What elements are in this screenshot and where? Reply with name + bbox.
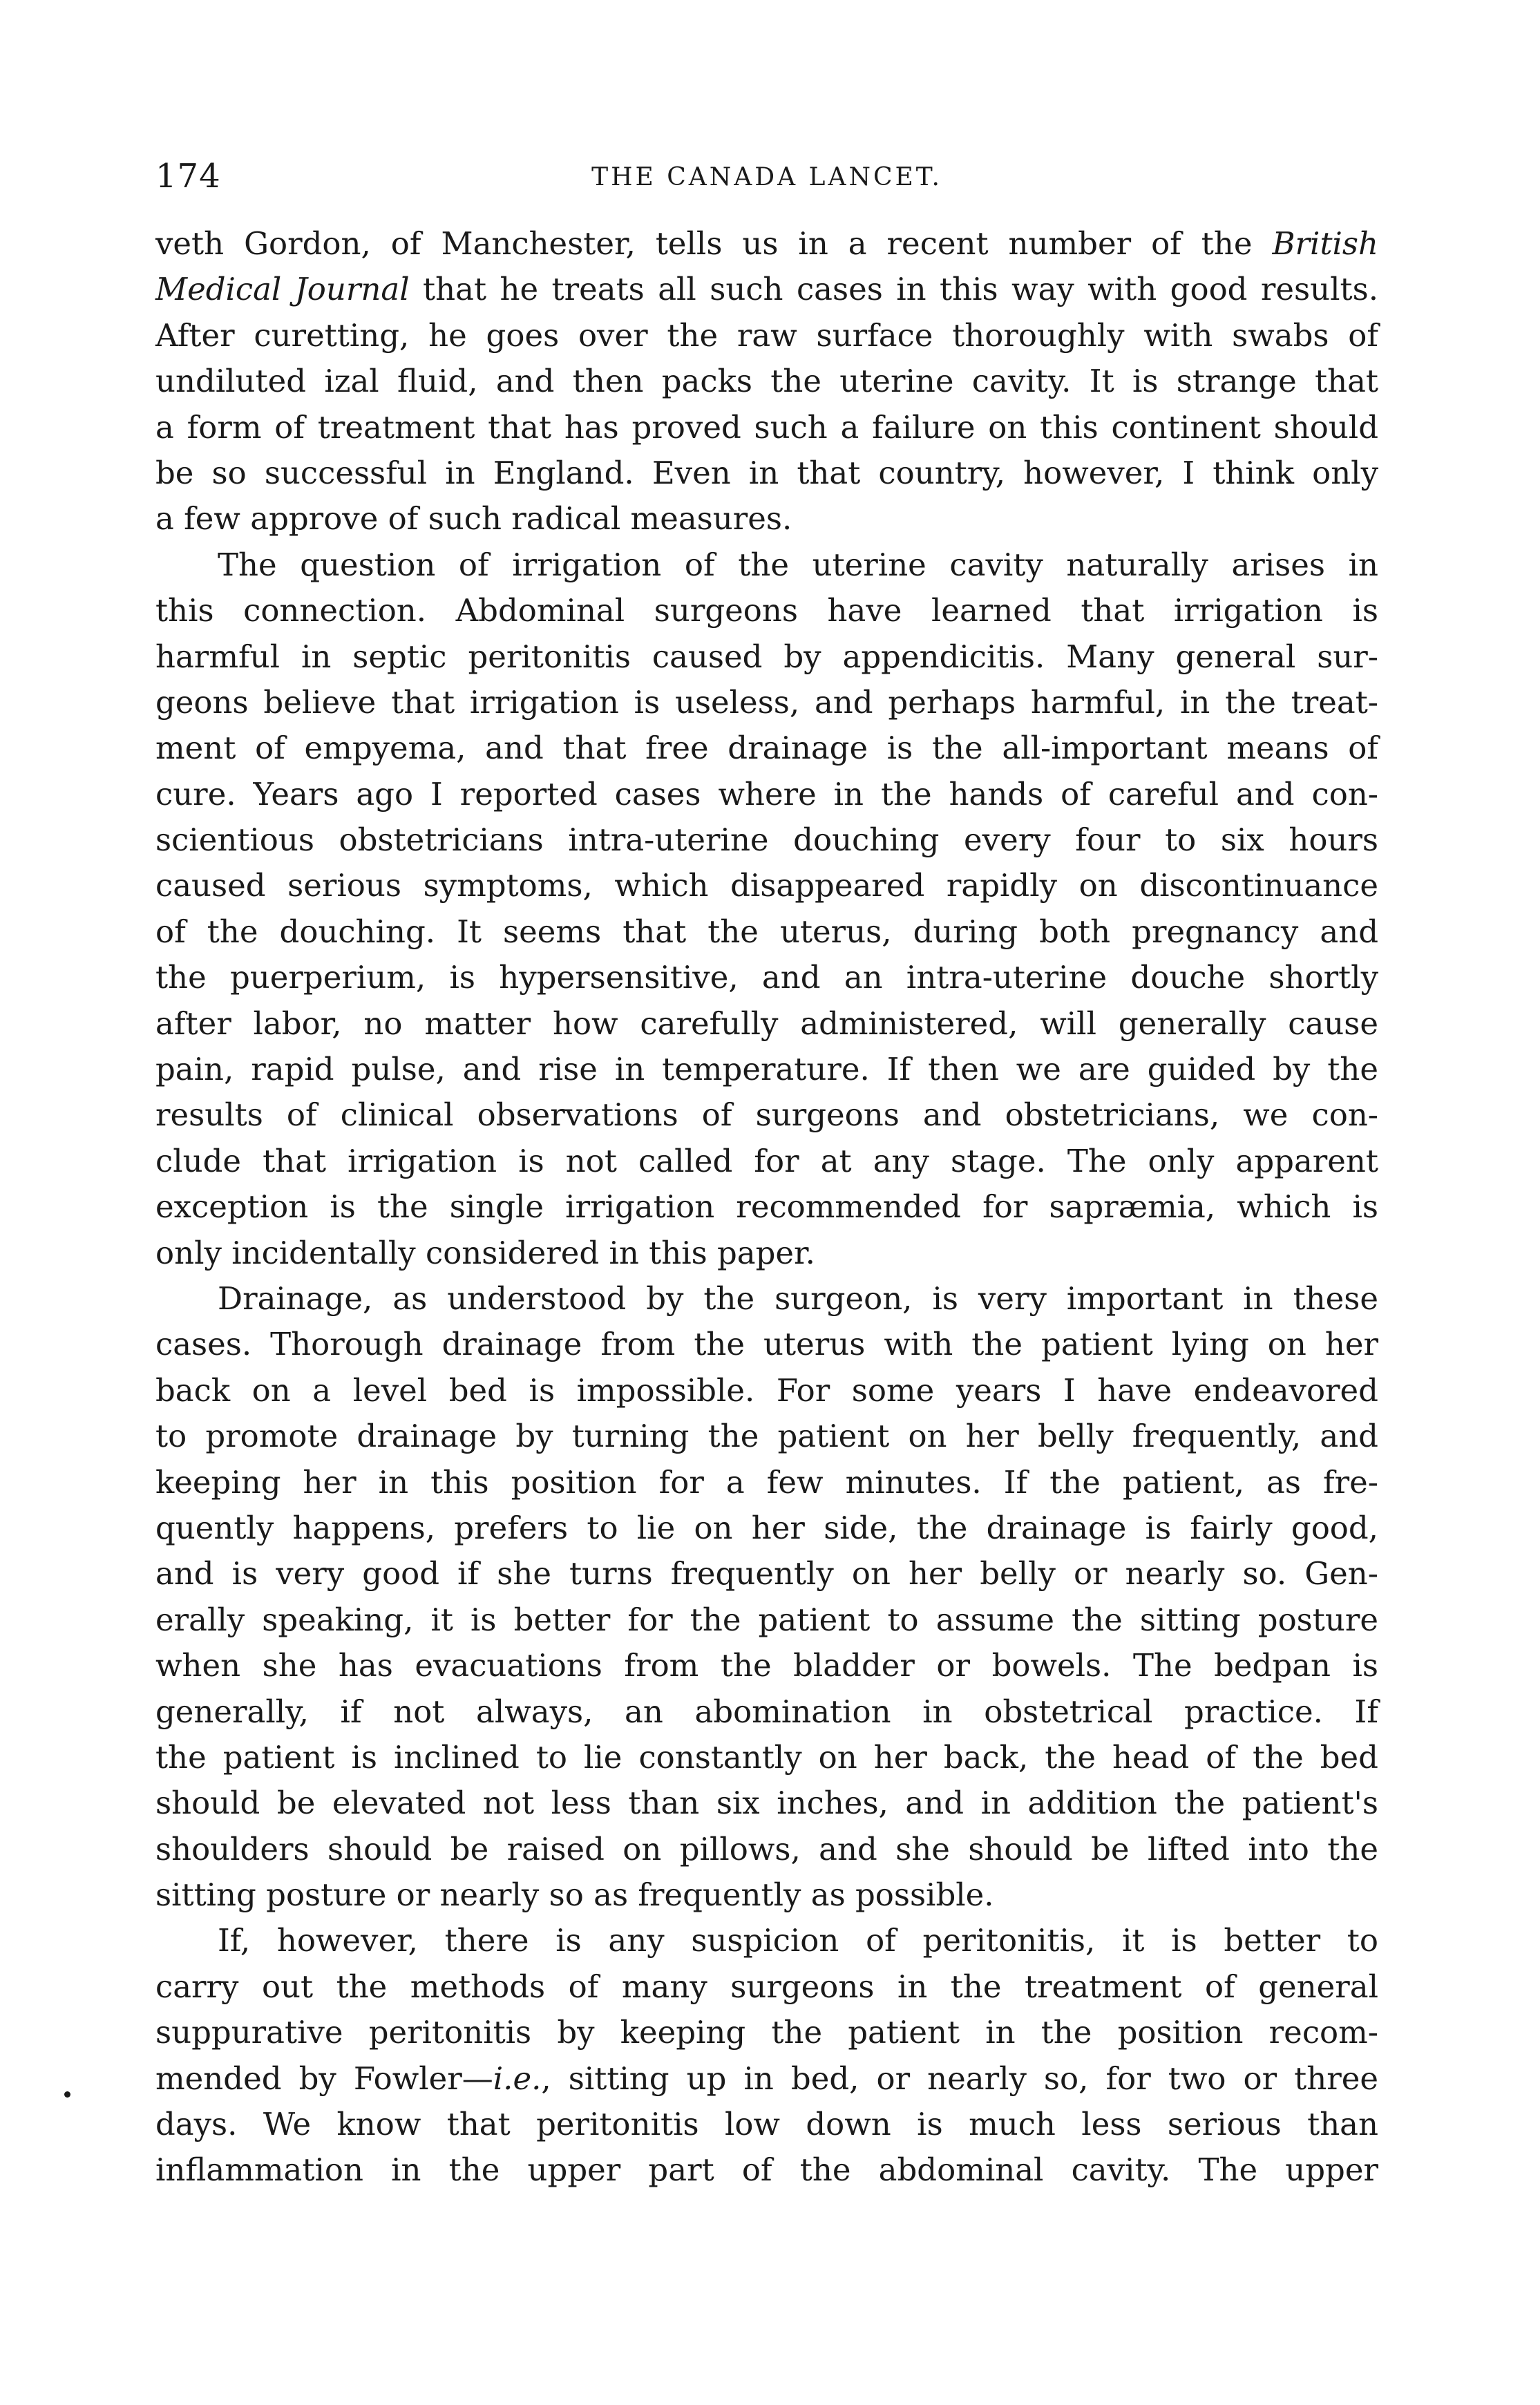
text-line: should be elevated not less than six inches, and in addition the patient's [155, 1785, 1378, 1822]
text-line: generally, if not always, an abomination in obstetrical practice. If [155, 1693, 1378, 1730]
text-line: to promote drainage by turning the patient on her belly frequently, and [155, 1418, 1378, 1455]
text-line: mended by Fowler—i.e., sitting up in bed, or nearly so, for two or three [155, 2060, 1378, 2097]
text-line: quently happens, prefers to lie on her side, the drainage is fairly good, [155, 1509, 1378, 1546]
text-line: of the douching. It seems that the uterus, during both pregnancy and [155, 913, 1378, 950]
text-line: scientious obstetricians intra-uterine douching every four to six hours [155, 821, 1378, 859]
text-line: the puerperium, is hypersensitive, and an intra-uterine douche shortly [155, 959, 1378, 996]
text-line: Medical Journal that he treats all such cases in this way with good results. [155, 271, 1379, 308]
text-line: a few approve of such radical measures. [155, 500, 792, 538]
paragraph [155, 1918, 1378, 2193]
text-line: harmful in septic peritonitis caused by appendicitis. Many general sur- [155, 638, 1378, 675]
text-line: The question of irrigation of the uterine cavity naturally arises in [218, 546, 1378, 583]
paragraph [155, 221, 1378, 542]
text-line: Drainage, as understood by the surgeon, is very important in these [218, 1280, 1378, 1317]
text-line: results of clinical observations of surgeons and obstetricians, we con- [155, 1096, 1378, 1134]
text-line: after labor, no matter how carefully administered, will generally cause [155, 1005, 1378, 1042]
text-line: ment of empyema, and that free drainage is the all-important means of [155, 730, 1378, 767]
text-line: shoulders should be raised on pillows, and she should be lifted into the [155, 1830, 1378, 1867]
text-line: carry out the methods of many surgeons in the treatment of general [155, 1968, 1378, 2005]
page-header [155, 155, 1378, 197]
text-line: suppurative peritonitis by keeping the patient in the position recom- [155, 2014, 1378, 2051]
text-line: be so successful in England. Even in that country, however, I think only [155, 454, 1378, 491]
text-line: cases. Thorough drainage from the uterus with the patient lying on her [155, 1326, 1378, 1363]
text-line: If, however, there is any suspicion of peritonitis, it is better to [218, 1922, 1378, 1959]
body-text [155, 221, 1378, 2194]
text-line: the patient is inclined to lie constantly on her back, the head of the bed [155, 1738, 1378, 1776]
text-line: clude that irrigation is not called for at any stage. The only apparent [155, 1142, 1378, 1179]
text-line: exception is the single irrigation recommended for sapræmia, which is [155, 1188, 1378, 1226]
page-number: 174 [155, 157, 221, 196]
running-head: THE CANADA LANCET. [591, 163, 942, 191]
text-line: only incidentally considered in this paper. [155, 1234, 815, 1271]
text-line: inflammation in the upper part of the abdominal cavity. The upper [155, 2151, 1378, 2189]
text-line: a form of treatment that has proved such a failure on this continent should [155, 408, 1378, 446]
text-line: After curetting, he goes over the raw surface thoroughly with swabs of [155, 316, 1378, 354]
text-line: days. We know that peritonitis low down is much less serious than [155, 2106, 1378, 2143]
text-line: caused serious symptoms, which disappeared rapidly on discontinuance [155, 867, 1378, 904]
text-line: pain, rapid pulse, and rise in temperature. If then we are guided by the [155, 1051, 1378, 1088]
paragraph [155, 1276, 1378, 1918]
text-line: keeping her in this position for a few minutes. If the patient, as fre- [155, 1463, 1378, 1501]
text-line: veth Gordon, of Manchester, tells us in a recent number of the British [155, 225, 1378, 262]
text-line: erally speaking, it is better for the patient to assume the sitting posture [155, 1601, 1378, 1638]
margin-mark [64, 2091, 70, 2098]
text-line: cure. Years ago I reported cases where in the hands of careful and con- [155, 775, 1378, 812]
text-line: geons believe that irrigation is useless, and perhaps harmful, in the treat- [155, 683, 1378, 721]
text-line: sitting posture or nearly so as frequently as possible. [155, 1876, 994, 1914]
paragraph [155, 542, 1378, 1276]
text-line: this connection. Abdominal surgeons have learned that irrigation is [155, 592, 1378, 629]
text-line: when she has evacuations from the bladder or bowels. The bedpan is [155, 1647, 1378, 1684]
text-line: and is very good if she turns frequently on her belly or nearly so. Gen- [155, 1555, 1378, 1593]
text-line: undiluted izal fluid, and then packs the uterine cavity. It is strange that [155, 363, 1378, 400]
text-line: back on a level bed is impossible. For some years I have endeavored [155, 1371, 1378, 1409]
